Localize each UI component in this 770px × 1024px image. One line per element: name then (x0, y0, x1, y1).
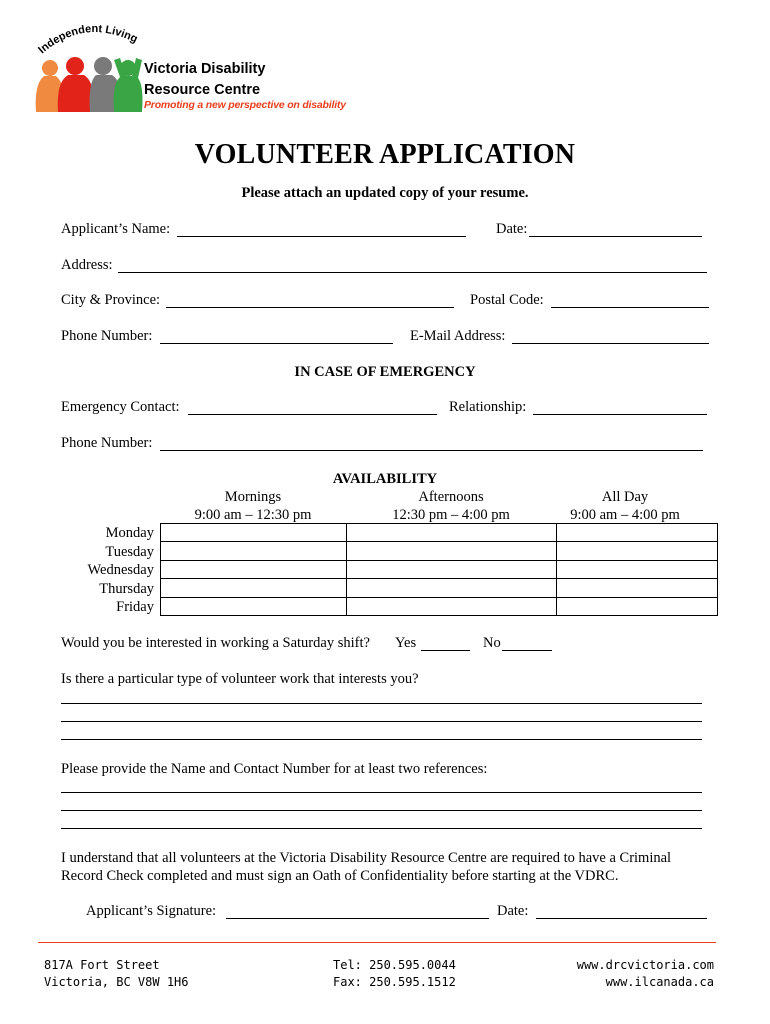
availability-cell[interactable] (347, 579, 557, 597)
saturday-yes-field[interactable] (421, 650, 470, 651)
availability-cell[interactable] (347, 542, 557, 560)
phone-number-field[interactable] (160, 343, 393, 344)
logo-arc-text: Independent Living (36, 23, 140, 57)
interest-answer-line-3[interactable] (61, 739, 702, 740)
statement-line-2: Record Check completed and must sign an Oath of Confidentiality before starting at the VDRC. (61, 868, 619, 884)
saturday-question: Would you be interested in working a Saturday shift? (61, 635, 370, 651)
interest-answer-line-2[interactable] (61, 721, 702, 722)
availability-table (160, 523, 718, 616)
date-label: Date: (496, 221, 528, 237)
day-label-friday: Friday (116, 599, 154, 615)
relationship-label: Relationship: (449, 399, 527, 415)
emergency-phone-label: Phone Number: (61, 435, 153, 451)
availability-heading: AVAILABILITY (332, 471, 438, 487)
availability-cell[interactable] (161, 524, 347, 542)
column-header-afternoons (346, 488, 556, 524)
footer-fax: Fax: 250.595.1512 (333, 975, 456, 989)
footer-divider (38, 942, 716, 943)
table-row (161, 560, 718, 578)
saturday-yes-label: Yes (395, 635, 417, 651)
logo-org-line1: Victoria Disability (144, 61, 266, 77)
availability-cell[interactable] (347, 597, 557, 615)
column-name: Afternoons (418, 489, 484, 505)
availability-cell[interactable] (347, 560, 557, 578)
footer-address-1: 817A Fort Street (44, 958, 160, 972)
footer-website-1[interactable]: www.drcvictoria.com (576, 958, 714, 972)
table-row (161, 542, 718, 560)
references-answer-line-1[interactable] (61, 792, 702, 793)
table-row (161, 597, 718, 615)
table-row (161, 579, 718, 597)
logo (30, 22, 346, 117)
statement-line-1: I understand that all volunteers at the Victoria Disability Resource Centre are required to have a Criminal (61, 850, 672, 866)
signature-date-label: Date: (497, 903, 529, 919)
availability-cell[interactable] (557, 524, 718, 542)
day-label-tuesday: Tuesday (105, 544, 154, 560)
footer-address-2: Victoria, BC V8W 1H6 (44, 975, 189, 989)
postal-code-label: Postal Code: (470, 292, 544, 308)
availability-cell[interactable] (347, 524, 557, 542)
saturday-no-field[interactable] (502, 650, 552, 651)
address-field[interactable] (118, 272, 707, 273)
city-province-field[interactable] (166, 307, 454, 308)
availability-cell[interactable] (161, 542, 347, 560)
column-time: 12:30 pm – 4:00 pm (392, 507, 510, 523)
city-province-label: City & Province: (61, 292, 161, 308)
interest-answer-line-1[interactable] (61, 703, 702, 704)
emergency-contact-label: Emergency Contact: (61, 399, 180, 415)
phone-number-label: Phone Number: (61, 328, 153, 344)
day-label-wednesday: Wednesday (87, 562, 154, 578)
day-label-monday: Monday (105, 525, 154, 541)
interest-question: Is there a particular type of volunteer work that interests you? (61, 671, 419, 687)
address-label: Address: (61, 257, 113, 273)
availability-cell[interactable] (161, 597, 347, 615)
relationship-field[interactable] (533, 414, 707, 415)
saturday-no-label: No (483, 635, 501, 651)
subtitle: Please attach an updated copy of your resume. (241, 185, 529, 201)
availability-cell[interactable] (161, 560, 347, 578)
signature-date-field[interactable] (536, 918, 707, 919)
logo-org-line2: Resource Centre (144, 82, 261, 98)
footer-website-2[interactable]: www.ilcanada.ca (605, 975, 714, 989)
references-answer-line-2[interactable] (61, 810, 702, 811)
email-label: E-Mail Address: (410, 328, 506, 344)
page-title: VOLUNTEER APPLICATION (194, 139, 576, 170)
column-header-all-day (556, 488, 694, 524)
postal-code-field[interactable] (551, 307, 709, 308)
references-question: Please provide the Name and Contact Number for at least two references: (61, 761, 488, 777)
date-field[interactable] (529, 236, 702, 237)
column-header-mornings (160, 488, 346, 524)
emergency-contact-field[interactable] (188, 414, 437, 415)
email-field[interactable] (512, 343, 709, 344)
column-time: 9:00 am – 4:00 pm (570, 507, 680, 523)
column-time: 9:00 am – 12:30 pm (194, 507, 312, 523)
signature-label: Applicant’s Signature: (86, 903, 217, 919)
availability-cell[interactable] (557, 579, 718, 597)
column-name: All Day (601, 489, 649, 505)
availability-cell[interactable] (557, 542, 718, 560)
footer-tel: Tel: 250.595.0044 (333, 958, 456, 972)
column-name: Mornings (224, 489, 282, 505)
signature-field[interactable] (226, 918, 489, 919)
logo-tagline: Promoting a new perspective on disability (144, 99, 346, 111)
emergency-phone-field[interactable] (160, 450, 703, 451)
references-answer-line-3[interactable] (61, 828, 702, 829)
applicant-name-label: Applicant’s Name: (61, 221, 171, 237)
applicant-name-field[interactable] (177, 236, 466, 237)
availability-cell[interactable] (161, 579, 347, 597)
emergency-heading: IN CASE OF EMERGENCY (294, 364, 476, 380)
availability-cell[interactable] (557, 597, 718, 615)
table-row (161, 524, 718, 542)
day-label-thursday: Thursday (99, 581, 154, 597)
availability-cell[interactable] (557, 560, 718, 578)
